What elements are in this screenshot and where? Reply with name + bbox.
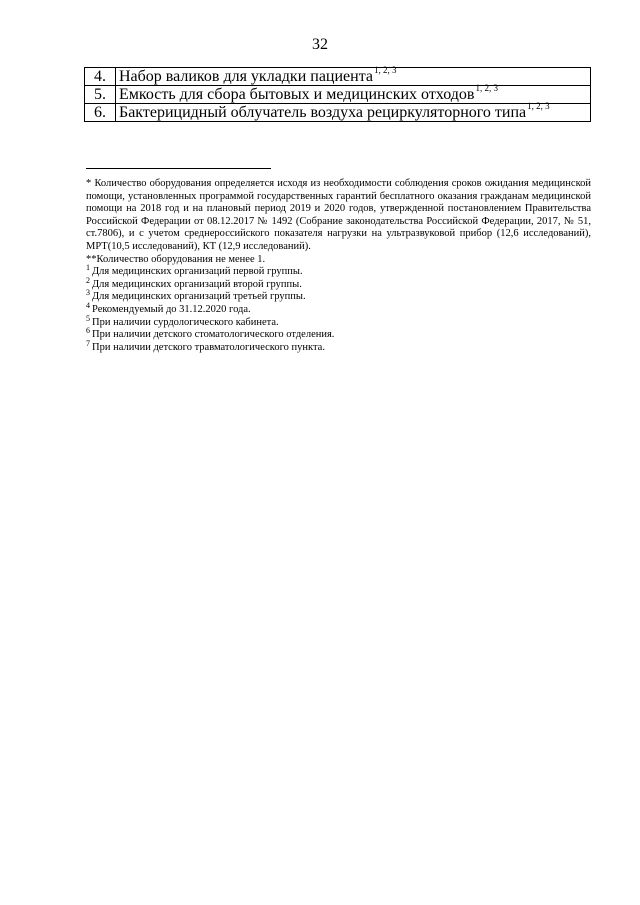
footnote-text: Для медицинских организаций второй группы. <box>92 278 302 290</box>
footnote-main <box>86 178 591 254</box>
footnote-item <box>86 338 591 355</box>
footnote-mark: ** <box>86 253 97 265</box>
row-number: 4. <box>85 68 116 86</box>
footnote-mark: 4 <box>86 300 90 310</box>
footnote-text: Рекомендуемый до 31.12.2020 года. <box>92 303 251 315</box>
footnote-mark: 5 <box>86 313 90 323</box>
footnote-text: Для медицинских организаций третьей группы. <box>92 291 306 303</box>
footnote-mark: 3 <box>86 288 90 298</box>
footnote-refs: 1, 2, 3 <box>527 101 550 111</box>
footnote-item <box>86 313 591 330</box>
table-row <box>85 86 591 104</box>
footnotes-section <box>86 178 591 354</box>
table-row <box>85 104 591 122</box>
footnote-mark: * <box>86 178 92 189</box>
footnote-text: При наличии сурдологического кабинета. <box>92 316 279 328</box>
footnote-text: При наличии детского травматологического пункта. <box>92 341 325 353</box>
footnote-mark: 6 <box>86 326 90 336</box>
equipment-name: Бактерицидный облучатель воздуха рециркуляторного типа <box>119 104 527 121</box>
footnote-text: При наличии детского стоматологического отделения. <box>92 329 335 341</box>
footnote-text: Количество оборудования не менее 1. <box>96 253 266 265</box>
footnote-item <box>86 275 591 292</box>
equipment-name-cell <box>116 83 591 104</box>
footnote-mark: 7 <box>86 338 90 348</box>
footnote-refs: 1, 2, 3 <box>374 65 397 75</box>
row-number: 6. <box>85 104 116 122</box>
page-number: 32 <box>312 36 328 53</box>
footnote-mark: 2 <box>86 275 90 285</box>
equipment-name: Емкость для сбора бытовых и медицинских отходов <box>119 86 475 103</box>
footnote-double-star <box>86 254 591 267</box>
footnote-item <box>86 288 591 304</box>
equipment-name-cell <box>116 65 591 86</box>
equipment-name: Набор валиков для укладки пациента <box>119 68 374 85</box>
footnote-item <box>86 263 591 279</box>
footnote-mark: 1 <box>86 263 90 273</box>
footnote-divider <box>86 168 271 169</box>
equipment-name-cell <box>116 101 591 122</box>
equipment-table <box>84 67 591 122</box>
footnote-item <box>86 326 591 342</box>
table-row <box>85 68 591 86</box>
footnote-text: Количество оборудования определяется исходя из необходимости соблюдения сроков ожидания медицинской помощи, установленных программой государственных гарантий бесплатного оказания гражданам медицинской помощи на 2018 год и на плановый период 2019 и 2020 годов, утвержденной постановлением Правительства Российской Федерации от 08.12.2017 № 1492 (Собрание законодательства Российской Федерации, 2017, № 51, ст.7806), и с учетом среднероссийского показателя нагрузки на ультразвуковой прибор (12,6 исследований), МРТ(10,5 исследований), КТ (12,9 исследований). <box>86 178 592 252</box>
row-number: 5. <box>85 86 116 104</box>
footnote-text: Для медицинских организаций первой группы. <box>92 266 303 278</box>
footnote-refs: 1, 2, 3 <box>475 83 498 93</box>
footnote-item <box>86 300 591 317</box>
